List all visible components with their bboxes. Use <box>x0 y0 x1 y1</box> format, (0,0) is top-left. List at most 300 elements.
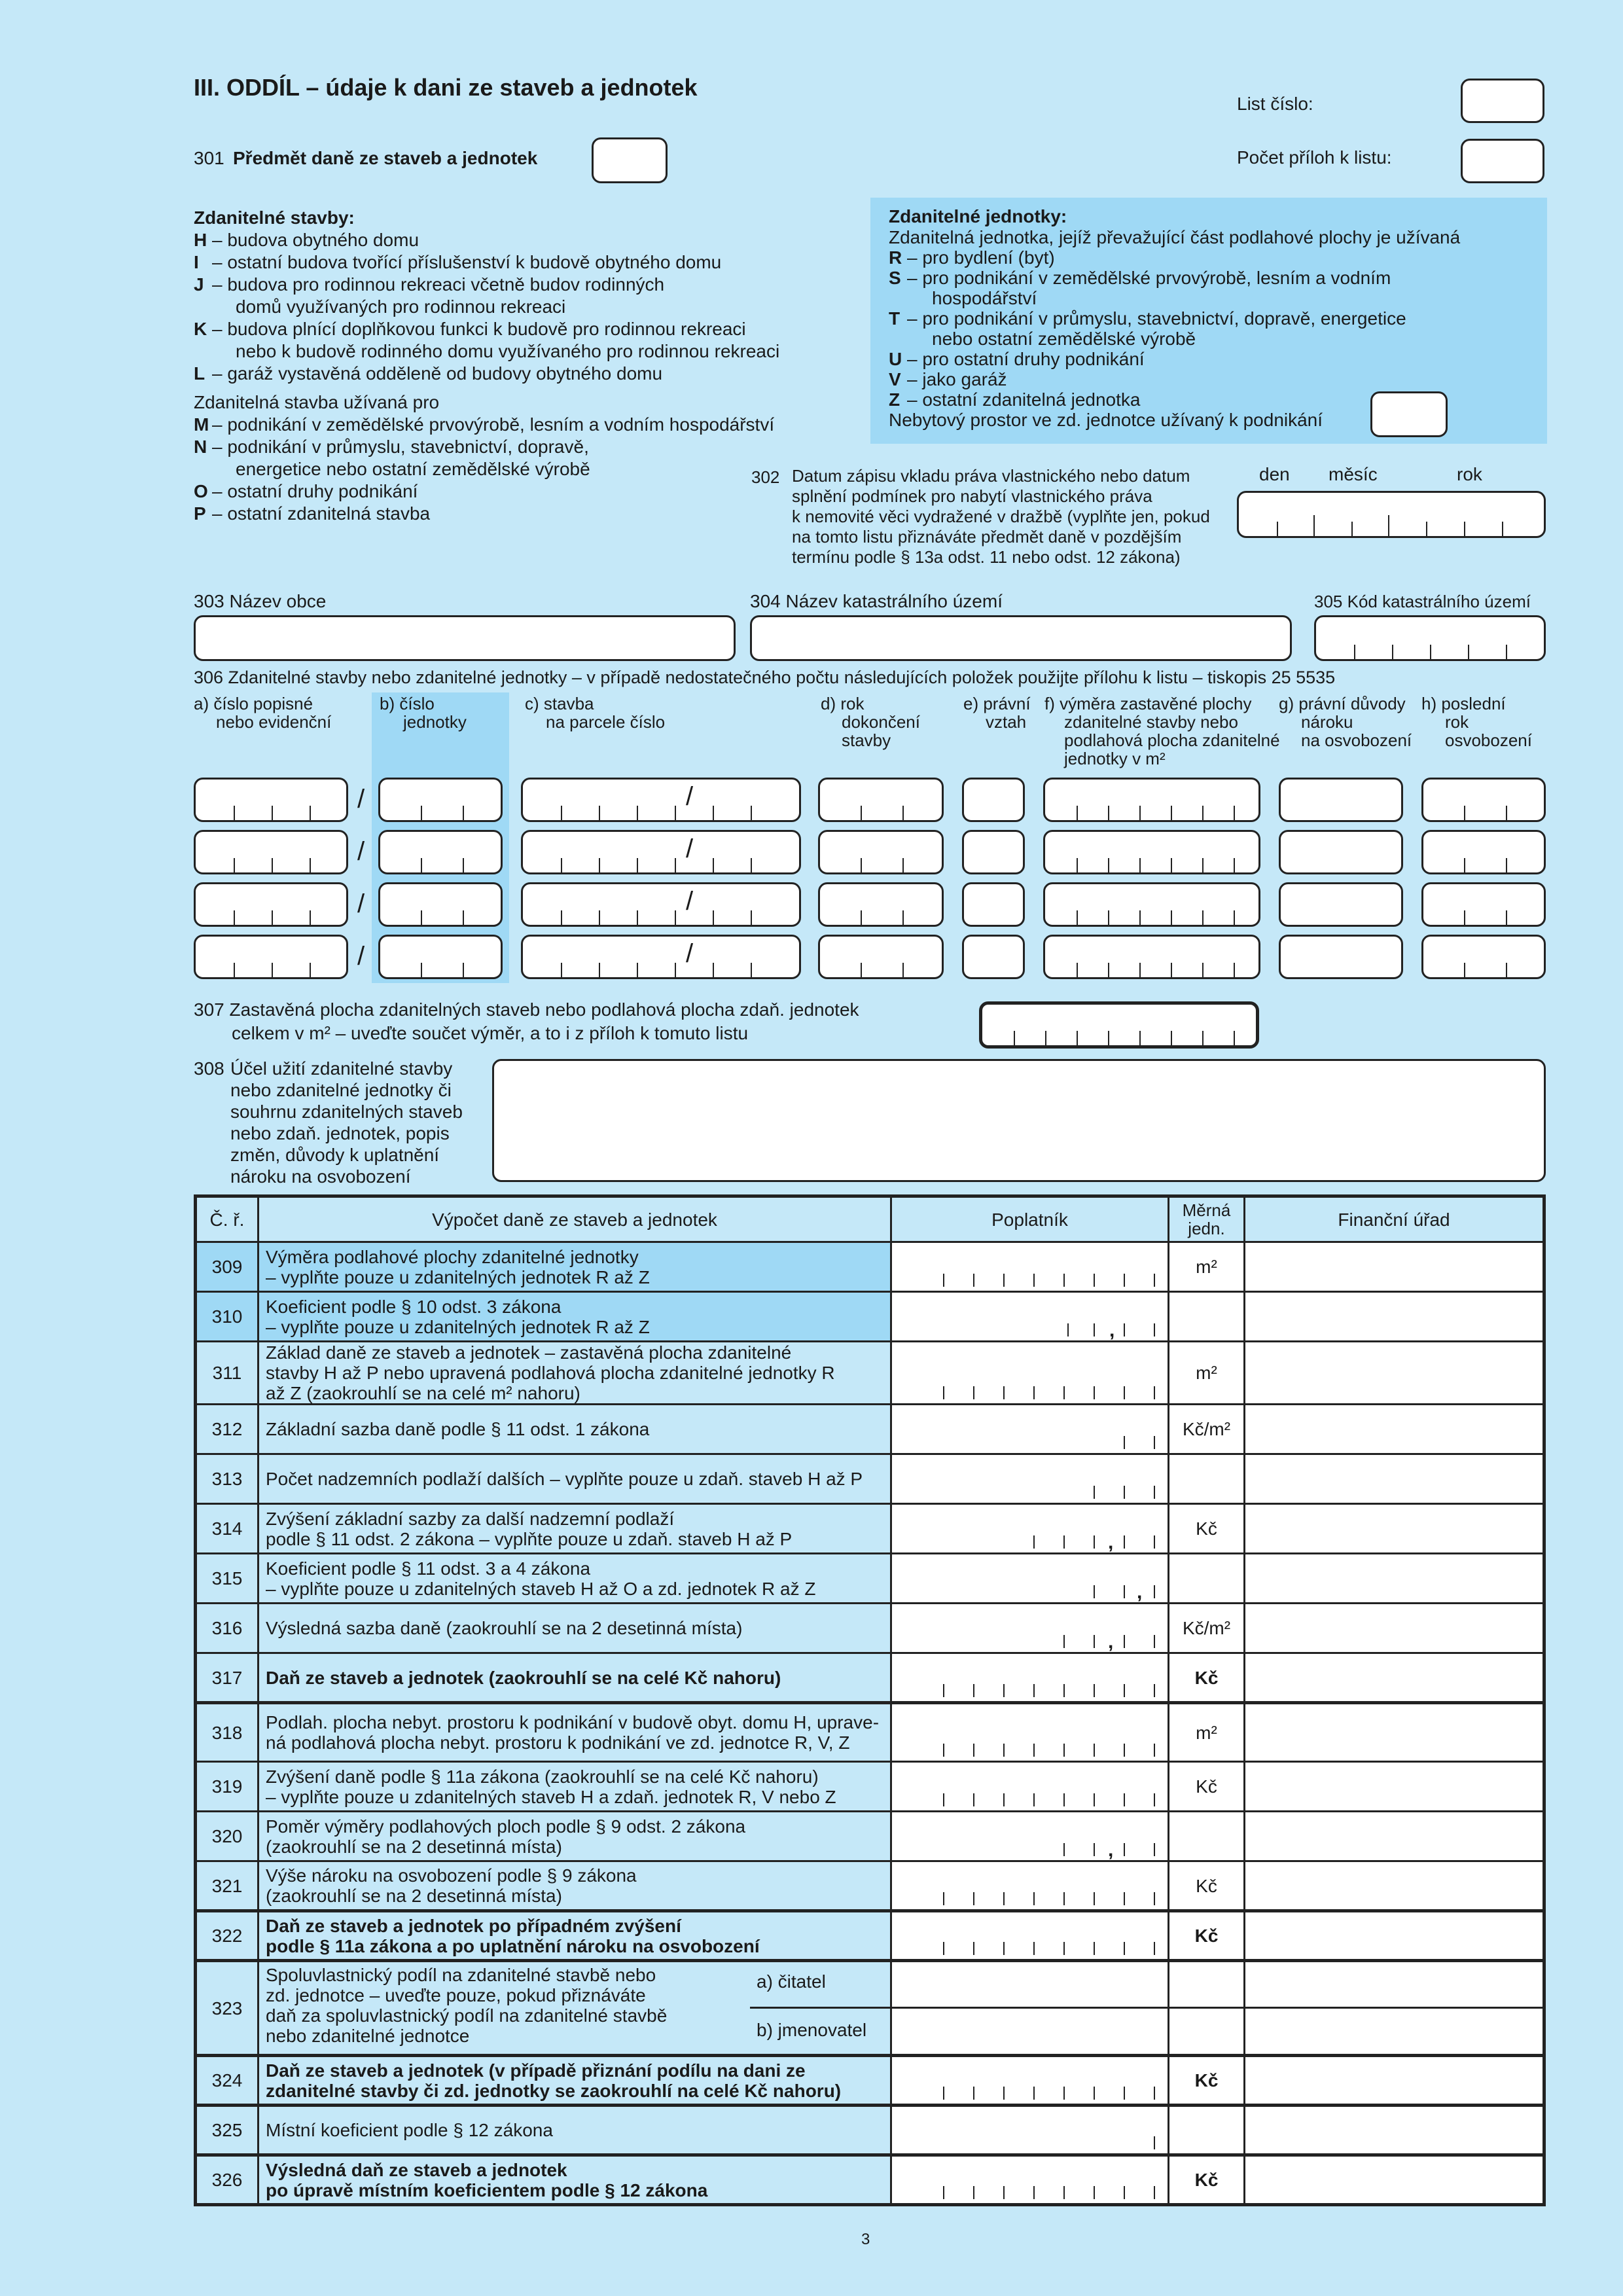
tick-mark <box>973 1684 974 1697</box>
tick-mark <box>1154 1684 1155 1697</box>
f308-text: Účel užití zdanitelné stavby nebo zdanitelné jednotky či souhrnu zdanitelných staveb nebo zdaň. jednotek, popis změn, důvody k uplatnění nároku na osvobození <box>230 1058 463 1187</box>
col-d-header-1: d) rok <box>821 694 865 713</box>
f306-row2-posledni-rok[interactable] <box>1421 830 1546 874</box>
jednotky-panel <box>870 198 1547 444</box>
financni-urad-field <box>1245 1653 1544 1703</box>
tick-mark <box>1033 2087 1035 2100</box>
f306-title: 306 Zdanitelné stavby nebo zdanitelné jednotky – v případě nedostatečného počtu následujících položek použijte přílohu k listu – tiskopis 25 5535 <box>194 668 1336 687</box>
th-vypocet: Výpočet daně ze staveb a jednotek <box>259 1196 891 1242</box>
stavby-item-j: J – budova pro rodinnou rekreaci včetně budov rodinných <box>194 274 665 295</box>
f301-label: Předmět daně ze staveb a jednotek <box>233 148 538 168</box>
row-number: 323 <box>196 1961 259 2056</box>
row-divider <box>750 2007 890 2009</box>
row-description: Základní sazba daně podle § 11 odst. 1 zákona <box>259 1405 891 1454</box>
financni-urad-field <box>1245 1454 1544 1504</box>
poplatnik-field[interactable] <box>891 1292 1169 1342</box>
f306-row4-cislo-jednotky[interactable] <box>378 935 503 979</box>
f302-mesic: měsíc <box>1329 464 1378 484</box>
f306-row1-cislo-jednotky[interactable] <box>378 778 503 822</box>
tick-mark <box>1094 1892 1095 1905</box>
row-number: 317 <box>196 1653 259 1703</box>
financni-urad-field <box>1245 1242 1544 1292</box>
stavby-item-i: I – ostatní budova tvořící příslušenství k budově obytného domu <box>194 252 722 272</box>
row-description: Daň ze staveb a jednotek po případném zvýšení podle § 11a zákona a po uplatnění nároku na osvobození <box>259 1911 891 1961</box>
f305-field[interactable] <box>1314 615 1546 661</box>
row-description: Výsledná daň ze staveb a jednotek po úpravě místním koeficientem podle § 12 zákona <box>259 2155 891 2205</box>
f307-label-1: 307 Zastavěná plocha zdanitelných staveb nebo podlahová plocha zdaň. jednotek <box>194 999 859 1020</box>
slash-separator: / <box>357 889 365 918</box>
col-f-header-4: jednotky v m² <box>1064 749 1166 768</box>
tick-mark <box>1094 1635 1095 1648</box>
row-number: 325 <box>196 2106 259 2155</box>
tick-mark <box>1094 1585 1095 1598</box>
financni-urad-field <box>1245 1911 1544 1961</box>
stavby-list <box>194 229 779 385</box>
row-description: Spoluvlastnický podíl na zdanitelné stavbě nebo zd. jednotce – uveďte pouze, pokud přiznáváte daň za spoluvlastnický podíl na zdanitelné stavbě nebo zdanitelné jednotce a) čitatel b) jmenovatel <box>259 1961 891 2056</box>
tick-mark <box>1124 2186 1125 2199</box>
col-d-header-3: stavby <box>842 730 891 750</box>
row-description: Počet nadzemních podlaží dalších – vyplňte pouze u zdaň. staveb H až P <box>259 1454 891 1504</box>
calc-table <box>194 1194 1546 2206</box>
col-b-header-1: b) číslo <box>380 694 435 713</box>
list-cislo-label: List číslo: <box>1237 94 1313 114</box>
stavby-subtitle: Zdanitelná stavba užívaná pro <box>194 392 440 412</box>
f306-row4-vymera[interactable] <box>1043 935 1260 979</box>
tick-mark <box>1094 1942 1095 1955</box>
tick-mark <box>1154 1843 1155 1856</box>
tick-mark <box>943 2087 944 2100</box>
tick-mark <box>943 2186 944 2199</box>
unit-cell: Kč/m² <box>1169 1405 1245 1454</box>
financni-urad-field <box>1245 1861 1544 1911</box>
f304-field[interactable] <box>750 615 1292 661</box>
row-number: 321 <box>196 1861 259 1911</box>
tick-mark <box>1154 2087 1155 2100</box>
tick-mark <box>1033 1793 1035 1806</box>
tick-mark <box>1124 1386 1125 1399</box>
stavby-title: Zdanitelné stavby: <box>194 207 355 228</box>
jednotky-item-u: U – pro ostatní druhy podnikání <box>889 349 1145 369</box>
f306-row4-parcela[interactable] <box>521 935 801 979</box>
f306-row1-cislo-popisne[interactable] <box>194 778 348 822</box>
col-h-header-1: h) poslední <box>1421 694 1506 713</box>
unit-cell: Kč <box>1169 1762 1245 1812</box>
f306-row3-rok-dokonceni[interactable] <box>818 882 944 927</box>
poplatnik-field[interactable] <box>891 1405 1169 1454</box>
jednotky-item-s: S – pro podnikání v zemědělské prvovýrobě, lesním a vodním <box>889 268 1391 288</box>
unit-cell: m² <box>1169 1342 1245 1405</box>
col-a-header-1: a) číslo popisné <box>194 694 313 713</box>
row-description: Koeficient podle § 11 odst. 3 a 4 zákona – vyplňte pouze u zdanitelných staveb H až O a zd. jednotek R až Z <box>259 1554 891 1604</box>
stavby-item-n-cont: energetice nebo ostatní zemědělské výrobě <box>236 459 590 479</box>
tick-mark <box>1154 1274 1155 1287</box>
tick-mark <box>943 1684 944 1697</box>
row-number: 326 <box>196 2155 259 2205</box>
row-number: 312 <box>196 1405 259 1454</box>
col-g-header-2: nároku <box>1301 712 1353 732</box>
tick-mark <box>973 1386 974 1399</box>
financni-urad-field <box>1245 1604 1544 1653</box>
f302-num: 302 <box>751 467 780 487</box>
tick-mark <box>1033 1892 1035 1905</box>
f305-label: 305 Kód katastrálního území <box>1314 592 1531 611</box>
tick-mark <box>1124 1892 1125 1905</box>
jednotky-item-v: V – jako garáž <box>889 369 1007 389</box>
financni-urad-field <box>1245 1504 1544 1554</box>
tick-mark <box>1124 1535 1125 1549</box>
f306-row2-vymera[interactable] <box>1043 830 1260 874</box>
tick-mark <box>973 2087 974 2100</box>
row-number: 314 <box>196 1504 259 1554</box>
jednotky-item-t: T – pro podnikání v průmyslu, stavebnictví, dopravě, energetice <box>889 308 1406 329</box>
unit-cell: Kč <box>1169 1504 1245 1554</box>
f301-num: 301 <box>194 148 224 168</box>
tick-mark <box>1094 1684 1095 1697</box>
pocet-priloh-field[interactable] <box>1461 139 1544 183</box>
tick-mark <box>1063 1635 1065 1648</box>
f306-row4-rok-dokonceni[interactable] <box>818 935 944 979</box>
row-number: 322 <box>196 1911 259 1961</box>
tick-mark <box>943 1744 944 1757</box>
decimal-comma: , <box>1108 1631 1114 1653</box>
f307-field[interactable] <box>979 1001 1259 1049</box>
jednotky-list <box>889 247 1406 430</box>
row-number: 316 <box>196 1604 259 1653</box>
row-description: Daň ze staveb a jednotek (zaokrouhlí se na celé Kč nahoru) <box>259 1653 891 1703</box>
stavby-item-p: P – ostatní zdanitelná stavba <box>194 503 431 524</box>
poplatnik-field[interactable] <box>891 1604 1169 1653</box>
row-description: Místní koeficient podle § 12 zákona <box>259 2106 891 2155</box>
f306-row3-pravni-duvody[interactable] <box>1279 882 1403 927</box>
row-description: Výše nároku na osvobození podle § 9 zákona (zaokrouhlí se na 2 desetinná místa) <box>259 1861 891 1911</box>
f302-date-field[interactable] <box>1237 491 1546 538</box>
tick-mark <box>1154 1793 1155 1806</box>
row-description: Výměra podlahové plochy zdanitelné jednotky – vyplňte pouze u zdanitelných jednotek R až Z <box>259 1242 891 1292</box>
tick-mark <box>1094 1274 1095 1287</box>
col-d-header-2: dokončení <box>842 712 920 732</box>
f304-label: 304 Název katastrálního území <box>750 591 1003 611</box>
jednotky-intro: Zdanitelná jednotka, jejíž převažující část podlahové plochy je užívaná <box>889 227 1461 247</box>
f306-row1-posledni-rok[interactable] <box>1421 778 1546 822</box>
tick-mark <box>1154 1323 1155 1336</box>
th-merna: Měrná jedn. <box>1169 1196 1245 1242</box>
unit-cell: m² <box>1169 1703 1245 1762</box>
tick-mark <box>1033 1386 1035 1399</box>
row-number: 310 <box>196 1292 259 1342</box>
tick-mark <box>1094 1486 1095 1499</box>
f306-row3-posledni-rok[interactable] <box>1421 882 1546 927</box>
tick-mark <box>973 1274 974 1287</box>
tick-mark <box>1033 1942 1035 1955</box>
unit-cell: Kč <box>1169 2056 1245 2106</box>
section-title: III. ODDÍL – údaje k dani ze staveb a jednotek <box>194 74 698 101</box>
financni-urad-field <box>1245 1292 1544 1342</box>
unit-cell <box>1169 1961 1245 2056</box>
col-c-header-1: c) stavba <box>525 694 594 713</box>
f307-label-2: celkem v m² – uveďte součet výměr, a to i z příloh k tomuto listu <box>232 1023 749 1043</box>
poplatnik-field[interactable] <box>891 1762 1169 1812</box>
tick-mark <box>1094 2186 1095 2199</box>
stavby-item-o: O – ostatní druhy podnikání <box>194 481 418 501</box>
tick-mark <box>1154 2136 1155 2149</box>
tick-mark <box>1124 1323 1125 1336</box>
financni-urad-field <box>1245 1405 1544 1454</box>
row-description: Daň ze staveb a jednotek (v případě přiznání podílu na dani ze zdanitelné stavby či zd. jednotky se zaokrouhlí na celé Kč nahoru) <box>259 2056 891 2106</box>
f306-row4-pravni-duvody[interactable] <box>1279 935 1403 979</box>
row-description: Zvýšení základní sazby za další nadzemní podlaží podle § 11 odst. 2 zákona – vyplňte pouze u zdaň. staveb H až P <box>259 1504 891 1554</box>
row-number: 309 <box>196 1242 259 1292</box>
tick-mark <box>1063 1274 1065 1287</box>
tick-mark <box>1124 1635 1125 1648</box>
tick-mark <box>1003 1793 1005 1806</box>
f303-field[interactable] <box>194 615 736 661</box>
stavby-item-k: K – budova plnící doplňkovou funkci k budově pro rodinnou rekreaci <box>194 319 746 339</box>
poplatnik-field[interactable] <box>891 2056 1169 2106</box>
stavby-list-2 <box>194 414 774 525</box>
unit-cell: Kč/m² <box>1169 1604 1245 1653</box>
jednotky-item-z: Z – ostatní zdanitelná jednotka <box>889 389 1141 410</box>
tick-mark <box>1003 2186 1005 2199</box>
poplatnik-field[interactable] <box>891 1242 1169 1292</box>
f303-label: 303 Název obce <box>194 591 327 611</box>
poplatnik-field[interactable] <box>891 1703 1169 1762</box>
poplatnik-field[interactable] <box>891 1554 1169 1604</box>
poplatnik-field[interactable] <box>891 2106 1169 2155</box>
tick-mark <box>1094 1744 1095 1757</box>
tick-mark <box>1063 1843 1065 1856</box>
decimal-comma: , <box>1109 1319 1115 1341</box>
stavby-item-h: H – budova obytného domu <box>194 230 419 250</box>
f306-row2-pravni-vztah[interactable] <box>962 830 1025 874</box>
tick-mark <box>1033 2186 1035 2199</box>
slash-separator: / <box>686 782 694 811</box>
unit-cell: Kč <box>1169 1861 1245 1911</box>
f306-row1-pravni-vztah[interactable] <box>962 778 1025 822</box>
poplatnik-field[interactable] <box>891 2155 1169 2205</box>
col-g-header-1: g) právní důvody <box>1279 694 1406 713</box>
f306-row2-cislo-jednotky[interactable] <box>378 830 503 874</box>
slash-separator: / <box>686 939 694 968</box>
tick-mark <box>1124 2087 1125 2100</box>
stavby-item-k-cont: nebo k budově rodinného domu využívaného pro rodinnou rekreaci <box>236 341 780 361</box>
f306-row3-cislo-popisne[interactable] <box>194 882 348 927</box>
col-h-header-2: rok <box>1445 712 1469 732</box>
tick-mark <box>1063 1386 1065 1399</box>
f302-text: Datum zápisu vkladu práva vlastnického nebo datum splnění podmínek pro nabytí vlastnického práva k nemovité věci vydražené v dražbě (vyplňte jen, pokud na tomto listu přiznáváte předmět daně v pozdějším termínu podle § 13a odst. 11 nebo odst. 12 zákona) <box>792 466 1210 567</box>
f306-row3-vymera[interactable] <box>1043 882 1260 927</box>
f306-row2-rok-dokonceni[interactable] <box>818 830 944 874</box>
unit-cell <box>1169 1454 1245 1504</box>
unit-cell: Kč <box>1169 1911 1245 1961</box>
tick-mark <box>1033 1274 1035 1287</box>
tick-mark <box>1154 1585 1155 1598</box>
stavby-item-m: M – podnikání v zemědělské prvovýrobě, lesním a vodním hospodářství <box>194 414 775 435</box>
nebytovy-field[interactable] <box>1370 391 1448 437</box>
decimal-comma: , <box>1108 1532 1114 1553</box>
f306-row1-rok-dokonceni[interactable] <box>818 778 944 822</box>
tick-mark <box>1003 1744 1005 1757</box>
col-f-header-2: zdanitelné stavby nebo <box>1064 712 1238 732</box>
f306-row3-cislo-jednotky[interactable] <box>378 882 503 927</box>
row-divider <box>892 2007 1168 2009</box>
tick-mark <box>973 1744 974 1757</box>
f306-row2-pravni-duvody[interactable] <box>1279 830 1403 874</box>
jednotky-item-r: R – pro bydlení (byt) <box>889 247 1055 268</box>
row-description: Výsledná sazba daně (zaokrouhlí se na 2 desetinná místa) <box>259 1604 891 1653</box>
tick-mark <box>1063 1744 1065 1757</box>
poplatnik-field[interactable] <box>891 1454 1169 1504</box>
f308-field[interactable] <box>492 1059 1546 1182</box>
row-description: Koeficient podle § 10 odst. 3 zákona – vyplňte pouze u zdanitelných jednotek R až Z <box>259 1292 891 1342</box>
tick-mark <box>943 1942 944 1955</box>
row-number: 319 <box>196 1762 259 1812</box>
slash-separator: / <box>686 887 694 916</box>
poplatnik-field[interactable] <box>891 1911 1169 1961</box>
row-description: Poměr výměry podlahových ploch podle § 9 odst. 2 zákona (zaokrouhlí se na 2 desetinná místa) <box>259 1812 891 1861</box>
f302-den: den <box>1259 464 1290 484</box>
list-cislo-field[interactable] <box>1461 79 1544 123</box>
tick-mark <box>1124 1436 1125 1449</box>
tick-mark <box>1003 2087 1005 2100</box>
row-number: 324 <box>196 2056 259 2106</box>
col-e-header-2: vztah <box>986 712 1027 732</box>
tick-mark <box>1154 1436 1155 1449</box>
tick-mark <box>1154 1942 1155 1955</box>
tick-mark <box>1033 1684 1035 1697</box>
row-number: 311 <box>196 1342 259 1405</box>
tick-mark <box>973 2186 974 2199</box>
tick-mark <box>943 1274 944 1287</box>
slash-separator: / <box>357 837 365 866</box>
tick-mark <box>943 1793 944 1806</box>
poplatnik-field[interactable] <box>891 1504 1169 1554</box>
decimal-comma: , <box>1137 1581 1143 1603</box>
tick-mark <box>1063 1942 1065 1955</box>
th-cr: Č. ř. <box>196 1196 259 1242</box>
tick-mark <box>1003 1684 1005 1697</box>
unit-cell: Kč <box>1169 2155 1245 2205</box>
stavby-item-n: N – podnikání v průmyslu, stavebnictví, dopravě, <box>194 437 589 457</box>
poplatnik-field[interactable] <box>891 1812 1169 1861</box>
f308-num: 308 <box>194 1058 224 1079</box>
stavby-item-j-cont: domů využívaných pro rodinnou rekreaci <box>236 296 566 317</box>
tick-mark <box>1033 1744 1035 1757</box>
jmenovatel-label: b) jmenovatel <box>757 2020 867 2040</box>
tick-mark <box>1154 1486 1155 1499</box>
f306-row4-cislo-popisne[interactable] <box>194 935 348 979</box>
slash-separator: / <box>686 834 694 863</box>
tick-mark <box>1124 1585 1125 1598</box>
pocet-priloh-label: Počet příloh k listu: <box>1237 147 1392 168</box>
financni-urad-field <box>1245 2155 1544 2205</box>
financni-urad-field <box>1245 1961 1544 2056</box>
unit-cell <box>1169 1812 1245 1861</box>
slash-separator: / <box>357 942 365 971</box>
tick-mark <box>1063 2186 1065 2199</box>
tick-mark <box>943 1386 944 1399</box>
financni-urad-field <box>1245 2106 1544 2155</box>
f306-row4-posledni-rok[interactable] <box>1421 935 1546 979</box>
jednotky-item-t-cont: nebo ostatní zemědělské výrobě <box>932 329 1196 349</box>
tick-mark <box>1033 1535 1035 1549</box>
tick-mark <box>1094 1535 1095 1549</box>
tick-mark <box>1003 1892 1005 1905</box>
row-number: 318 <box>196 1703 259 1762</box>
f302-rok: rok <box>1457 464 1482 484</box>
tick-mark <box>1124 1744 1125 1757</box>
col-b-header-2: jednotky <box>403 712 467 732</box>
tick-mark <box>1063 1892 1065 1905</box>
citatel-label: a) čitatel <box>757 1971 826 1992</box>
slash-separator: / <box>357 785 365 814</box>
tick-mark <box>1003 1386 1005 1399</box>
f301-field[interactable] <box>592 137 668 183</box>
tick-mark <box>1154 1744 1155 1757</box>
unit-cell <box>1169 2106 1245 2155</box>
tick-mark <box>943 1892 944 1905</box>
financni-urad-field <box>1245 1703 1544 1762</box>
col-f-header-1: f) výměra zastavěné plochy <box>1044 694 1252 713</box>
tick-mark <box>1124 1843 1125 1856</box>
page-number: 3 <box>861 2231 870 2248</box>
row-description: Základ daně ze staveb a jednotek – zastavěná plocha zdanitelné stavby H až P nebo upravená podlahová plocha zdanitelné jednotky R až Z (zaokrouhlí se na celé m² nahoru) <box>259 1342 891 1405</box>
financni-urad-field <box>1245 2056 1544 2106</box>
poplatnik-field[interactable] <box>891 1961 1169 2056</box>
tick-mark <box>1094 2087 1095 2100</box>
tick-mark <box>1154 1386 1155 1399</box>
row-number: 315 <box>196 1554 259 1604</box>
financni-urad-field <box>1245 1762 1544 1812</box>
col-f-header-3: podlahová plocha zdanitelné <box>1064 730 1280 750</box>
tick-mark <box>1067 1323 1069 1336</box>
tick-mark <box>1003 1274 1005 1287</box>
f306-row2-cislo-popisne[interactable] <box>194 830 348 874</box>
tick-mark <box>1124 1274 1125 1287</box>
f306-row4-pravni-vztah[interactable] <box>962 935 1025 979</box>
row-description: Podlah. plocha nebyt. prostoru k podnikání v budově obyt. domu H, uprave- ná podlahová plocha nebyt. prostoru k podnikání ve zd. jednotce R, V, Z <box>259 1703 891 1762</box>
tick-mark <box>1154 1635 1155 1648</box>
col-c-header-2: na parcele číslo <box>546 712 666 732</box>
jednotky-item-s-cont: hospodářství <box>932 288 1037 308</box>
f306-row3-pravni-vztah[interactable] <box>962 882 1025 927</box>
tick-mark <box>1154 1535 1155 1549</box>
tick-mark <box>1063 2087 1065 2100</box>
poplatnik-field[interactable] <box>891 1653 1169 1703</box>
th-fu: Finanční úřad <box>1245 1196 1544 1242</box>
f306-row2-parcela[interactable] <box>521 830 801 874</box>
row-number: 313 <box>196 1454 259 1504</box>
f306-row3-parcela[interactable] <box>521 882 801 927</box>
unit-cell <box>1169 1554 1245 1604</box>
tick-mark <box>1154 1892 1155 1905</box>
tick-mark <box>1094 1386 1095 1399</box>
stavby-item-l: L – garáž vystavěná odděleně od budovy obytného domu <box>194 363 663 384</box>
financni-urad-field <box>1245 1554 1544 1604</box>
poplatnik-field[interactable] <box>891 1861 1169 1911</box>
f306-row1-pravni-duvody[interactable] <box>1279 778 1403 822</box>
tick-mark <box>1124 1684 1125 1697</box>
f306-row1-vymera[interactable] <box>1043 778 1260 822</box>
tick-mark <box>1094 1843 1095 1856</box>
tick-mark <box>973 1793 974 1806</box>
poplatnik-field[interactable] <box>891 1342 1169 1405</box>
tick-mark <box>1124 1942 1125 1955</box>
f306-row1-parcela[interactable] <box>521 778 801 822</box>
nebytovy-label: Nebytový prostor ve zd. jednotce užívaný k podnikání <box>889 410 1323 430</box>
tick-mark <box>1063 1684 1065 1697</box>
tick-mark <box>973 1942 974 1955</box>
unit-cell <box>1169 1292 1245 1342</box>
